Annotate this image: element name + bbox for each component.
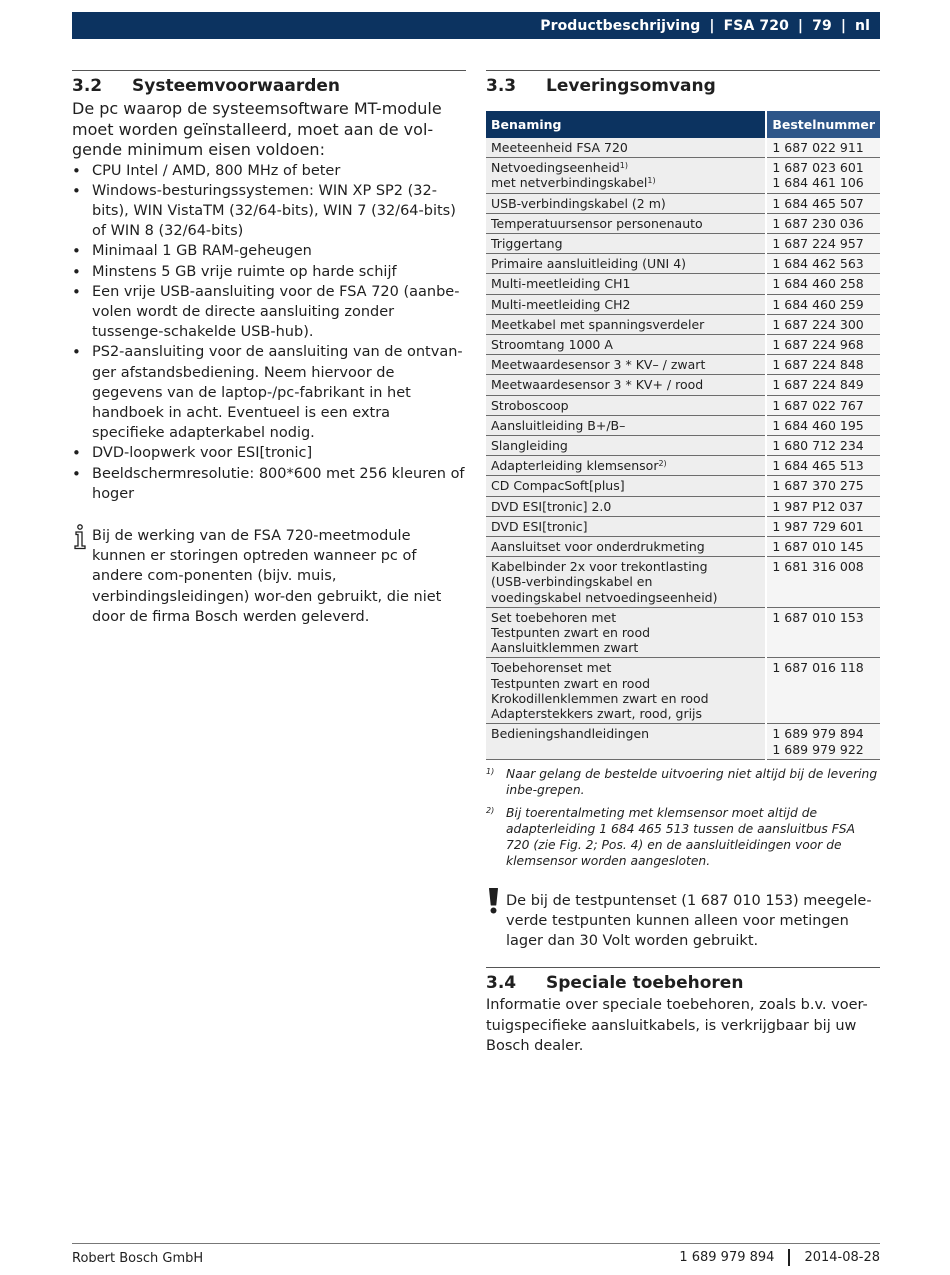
footnote-reference: 2) [658,459,667,469]
order-number-line: 1 687 224 968 [772,337,864,353]
requirements-list [72,161,466,504]
table-row [486,294,880,314]
cell-order-number [766,158,880,193]
cell-order-number [766,557,880,608]
order-number-line: 1 687 022 911 [772,140,864,155]
order-number-line: 1 987 729 601 [772,518,864,534]
cell-name [486,496,766,516]
table-row [486,537,880,557]
cell-name [486,658,766,724]
warning-note [486,891,880,952]
cell-order-number [766,476,880,496]
cell-name [486,234,766,254]
cell-name [486,193,766,213]
order-number-line: 1 689 979 922 [772,741,864,757]
cell-name-line [491,256,760,271]
section-number: 3.2 [72,76,103,96]
cell-name-line [491,216,760,231]
cell-name-line [491,236,760,251]
info-icon [72,524,88,550]
cell-text: Toebehorenset met [491,660,612,676]
cell-name [486,476,766,496]
table-row [486,314,880,334]
cell-order-number [766,355,880,375]
table-footnotes [486,766,880,869]
table-row [486,456,880,476]
cell-order-number [766,254,880,274]
order-number-line: 1 687 224 848 [772,357,864,373]
cell-text: Bedieningshandleidingen [491,726,650,742]
table-row [486,516,880,536]
order-number-line: 1 687 370 275 [772,478,864,494]
footer-divider [788,1249,790,1266]
cell-order-number [766,138,880,158]
cell-name-line [491,357,760,372]
cell-text: Netvoedingseenheid [491,160,620,176]
order-number-line: 1 687 022 767 [772,397,864,413]
cell-name-line [491,438,760,453]
cell-text: Kabelbinder 2x voor trekontlasting [491,559,708,575]
requirement-item: • Minstens 5 GB vrije ruimte op harde schijf [72,262,466,282]
cell-name [486,456,766,476]
cell-name-line [491,539,760,554]
section-intro: De pc waarop de systeemsoftware MT-module moet worden geïnstalleerd, moet aan de vol-gende minimum eisen voldoen: [72,99,442,159]
cell-text: Testpunten zwart en rood [491,675,651,691]
cell-name-line [491,559,760,574]
cell-text: USB-verbindingskabel (2 m) [491,195,666,211]
cell-name-line [491,337,760,352]
header-product: FSA 720 [723,17,789,34]
warning-text: De bij de testpuntenset (1 687 010 153) meegele-verde testpunten kunnen alleen voor metingen lager dan 30 Volt worden gebruikt. [506,892,872,950]
cell-name-line [491,625,760,640]
header-separator: | [709,17,715,34]
cell-name-line [491,418,760,433]
cell-name-line [491,706,760,721]
order-number-line: 1 687 224 849 [772,377,864,393]
order-number-line: 1 687 016 118 [772,660,864,676]
cell-order-number [766,193,880,213]
cell-name [486,415,766,435]
cell-name-line [491,398,760,413]
cell-name-line [491,660,760,675]
table-row [486,158,880,193]
requirement-item: • Windows-besturingssystemen: WIN XP SP2 (32-bits), WIN VistaTM (32/64-bits), WIN 7 (32/64-bits) of WIN 8 (32/64-bits) [72,181,466,242]
cell-text: Triggertang [491,236,563,252]
cell-name [486,557,766,608]
cell-text: CD CompacSoft[plus] [491,478,625,494]
cell-name [486,335,766,355]
section-title: Systeemvoorwaarden [132,76,341,96]
cell-text: voedingskabel netvoedingseenheid) [491,589,718,605]
exclamation-icon [487,887,500,915]
cell-text: Multi-meetleiding CH1 [491,276,631,292]
cell-text: Aansluitset voor onderdrukmeting [491,539,705,555]
footnote-mark: 2) [486,805,495,815]
order-number-line: 1 681 316 008 [772,559,864,575]
footnote-text: Bij toerentalmeting met klemsensor moet altijd de adapterleiding 1 684 465 513 tussen de aansluitbus FSA 720 (zie Fig. 2; Pos. 4) en de aansluitleidingen voor de klemsensor worden aangesloten. [506,805,856,868]
cell-name-line [491,317,760,332]
cell-text: DVD ESI[tronic] 2.0 [491,498,612,514]
requirement-item: • Een vrije USB-aansluiting voor de FSA 720 (aanbe-volen wordt de directe aansluiting zonder tussenge-schakelde USB-hub). [72,282,466,343]
cell-text: Meeteenheid FSA 720 [491,140,628,155]
requirement-item: • DVD-loopwerk voor ESI[tronic] [72,443,466,463]
cell-name [486,314,766,334]
delivery-table [486,111,880,760]
cell-order-number [766,314,880,334]
cell-order-number [766,335,880,355]
table-row [486,254,880,274]
header-section: Productbeschrijving [540,17,701,34]
cell-order-number [766,234,880,254]
table-row [486,138,880,158]
cell-name-line [491,175,760,190]
footnote-reference: 1) [619,161,628,171]
order-number-line: 1 684 465 507 [772,195,864,211]
info-note-text: Bij de werking van de FSA 720-meetmodule kunnen er storingen optreden wanneer pc of andere com-ponenten (bijv. muis, verbindingsleidingen) wor-den gebruikt, die niet door de firma Bosch werden geleverd. [92,527,442,625]
cell-name-line [491,519,760,534]
order-number-line: 1 684 460 259 [772,296,864,312]
cell-name [486,724,766,759]
cell-text: met netverbindingskabel [491,175,648,191]
cell-name [486,274,766,294]
cell-name-line [491,499,760,514]
cell-name [486,138,766,158]
footer-meta [679,1249,880,1266]
footnote-text: Naar gelang de bestelde uitvoering niet altijd bij de levering inbe-grepen. [506,766,878,797]
order-number-line: 1 687 010 153 [772,609,864,625]
cell-name-line [491,590,760,605]
cell-order-number [766,436,880,456]
requirement-item: • Beeldschermresolutie: 800*600 met 256 kleuren of hoger [72,464,466,504]
cell-name-line [491,377,760,392]
cell-text: Stroomtang 1000 A [491,337,613,353]
footnote-mark: 1) [486,766,495,776]
cell-name [486,537,766,557]
section-title: Leveringsomvang [546,76,716,96]
cell-text: Primaire aansluitleiding (UNI 4) [491,256,687,272]
cell-text: DVD ESI[tronic] [491,518,588,534]
footnote [486,766,880,798]
table-row [486,274,880,294]
table-row [486,496,880,516]
order-number-line: 1 684 460 258 [772,276,864,292]
cell-name-line [491,726,760,741]
section-heading-3-3 [486,70,880,97]
cell-text: Adapterleiding klemsensor [491,458,659,474]
cell-name [486,158,766,193]
footer-doc-number: 1 689 979 894 [679,1250,775,1265]
table-row [486,213,880,233]
cell-order-number [766,658,880,724]
order-number-line: 1 689 979 894 [772,726,864,742]
info-note [72,526,466,627]
cell-name [486,436,766,456]
cell-order-number [766,607,880,658]
section-title: Speciale toebehoren [546,973,744,994]
cell-text: Meetwaardesensor 3 * KV+ / rood [491,377,704,393]
cell-text: Temperatuursensor personenauto [491,215,703,231]
cell-text: Aansluitleiding B+/B– [491,417,626,433]
table-row [486,335,880,355]
column-header-order-number: Bestelnummer [766,111,880,138]
cell-text: Meetkabel met spanningsverdeler [491,316,705,332]
footer-date: 2014-08-28 [804,1250,880,1265]
cell-order-number [766,375,880,395]
cell-order-number [766,724,880,759]
table-row [486,607,880,658]
cell-name-line [491,610,760,625]
cell-text: (USB-verbindingskabel en [491,574,653,590]
header-page-number: 79 [812,17,832,34]
cell-name [486,213,766,233]
cell-text: Aansluitklemmen zwart [491,640,639,656]
cell-text: Multi-meetleiding CH2 [491,296,631,312]
table-row [486,415,880,435]
cell-order-number [766,537,880,557]
cell-name-line [491,478,760,493]
table-row [486,436,880,456]
cell-order-number [766,395,880,415]
table-row [486,355,880,375]
order-number-line: 1 687 023 601 [772,160,864,176]
order-number-line: 1 684 461 106 [772,175,864,191]
table-row [486,375,880,395]
cell-name-line [491,691,760,706]
table-row [486,658,880,724]
section-heading-3-4 [486,967,880,994]
footer-company: Robert Bosch GmbH [72,1251,204,1266]
cell-text: Slangleiding [491,438,568,454]
cell-name-line [491,196,760,211]
cell-order-number [766,496,880,516]
table-row [486,234,880,254]
table-body [486,138,880,759]
order-number-line: 1 684 460 195 [772,417,864,433]
footnote-reference: 1) [647,176,656,186]
cell-order-number [766,456,880,476]
order-number-line: 1 680 712 234 [772,438,864,454]
cell-order-number [766,274,880,294]
cell-name [486,516,766,536]
requirement-item: • PS2-aansluiting voor de aansluiting van de ontvan-ger afstandsbediening. Neem hiervoor de gegevens van de laptop-/pc-fabrikant in het handboek in acht. Eventueel is een extra specifieke adapterkabel nodig. [72,342,466,443]
cell-name [486,607,766,658]
cell-text: Meetwaardesensor 3 * KV– / zwart [491,357,706,373]
order-number-line: 1 684 462 563 [772,256,864,272]
table-row [486,395,880,415]
cell-name [486,375,766,395]
left-column [72,70,466,627]
cell-text: Testpunten zwart en rood [491,625,651,641]
cell-order-number [766,213,880,233]
column-header-name: Benaming [486,111,766,138]
table-header-row [486,111,880,138]
order-number-line: 1 687 010 145 [772,539,864,555]
cell-name-line [491,297,760,312]
cell-text: Krokodillenklemmen zwart en rood [491,690,709,706]
cell-text: Set toebehoren met [491,609,617,625]
footer-rule [72,1243,880,1244]
section-3-4-text: Informatie over speciale toebehoren, zoals b.v. voer-tuigspecifieke aansluitkabels, is verkrijgbaar bij uw Bosch dealer. [486,997,868,1054]
table-row [486,476,880,496]
cell-order-number [766,294,880,314]
order-number-line: 1 684 465 513 [772,458,864,474]
cell-name [486,395,766,415]
cell-name-line [491,458,760,473]
cell-order-number [766,415,880,435]
header-language: nl [855,17,870,34]
order-number-line: 1 687 224 300 [772,316,864,332]
section-number: 3.4 [486,973,517,994]
cell-name [486,254,766,274]
section-number: 3.3 [486,76,517,96]
footnote [486,805,880,869]
table-row [486,557,880,608]
order-number-line: 1 687 230 036 [772,215,864,231]
cell-name-line [491,140,760,155]
cell-name-line [491,574,760,589]
order-number-line: 1 987 P12 037 [772,498,864,514]
table-row [486,724,880,759]
right-column [486,70,880,1056]
header-separator: | [840,17,847,34]
table-row [486,193,880,213]
section-heading-3-2 [72,70,466,97]
cell-name [486,355,766,375]
header-separator: | [797,17,804,34]
cell-name-line [491,676,760,691]
cell-name-line [491,276,760,291]
order-number-line: 1 687 224 957 [772,236,864,252]
cell-name-line [491,160,760,175]
page-header-bar [72,12,880,39]
cell-text: Stroboscoop [491,397,569,413]
cell-name [486,294,766,314]
requirement-item: • Minimaal 1 GB RAM-geheugen [72,241,466,261]
requirement-item: • CPU Intel / AMD, 800 MHz of beter [72,161,466,181]
cell-order-number [766,516,880,536]
cell-name-line [491,640,760,655]
cell-text: Adapterstekkers zwart, rood, grijs [491,706,703,722]
